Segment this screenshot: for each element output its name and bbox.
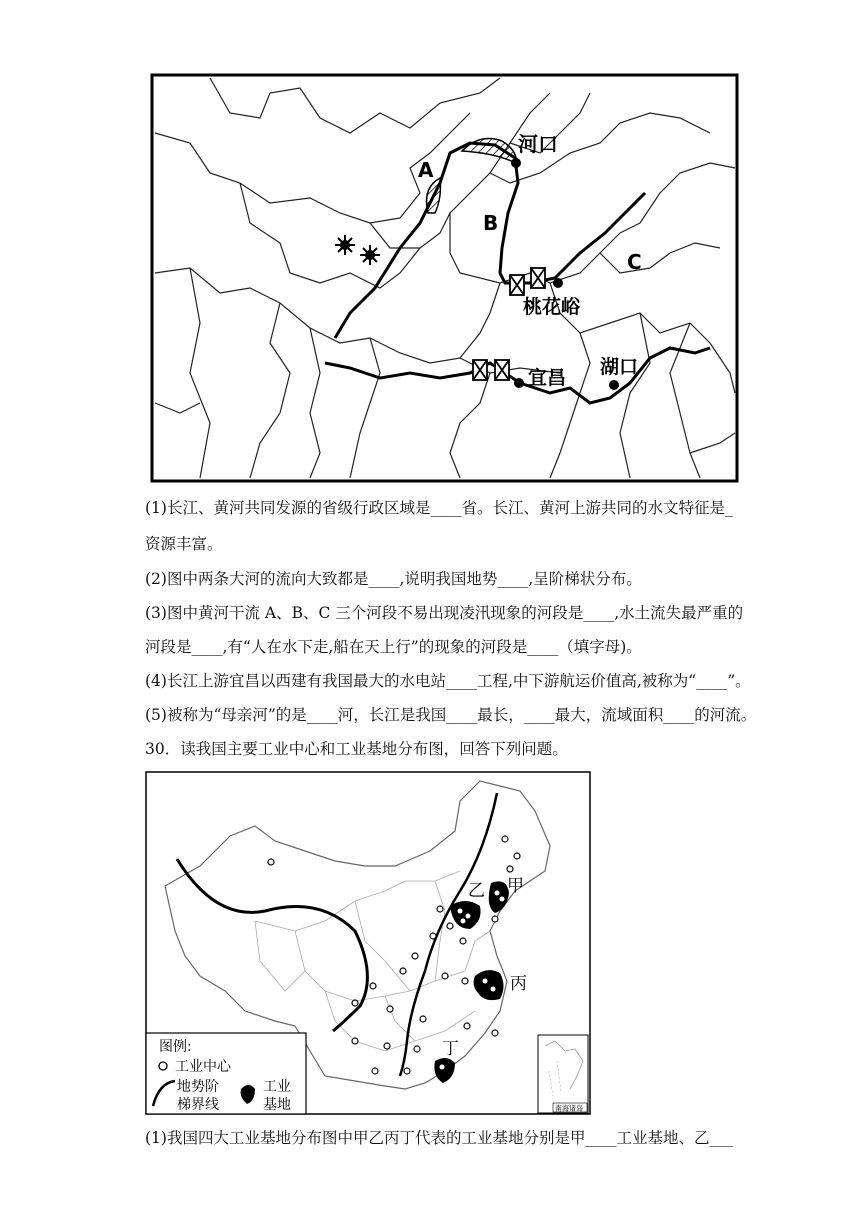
inset-label: 南海诸岛 <box>555 1104 583 1113</box>
question-1-line1: (1)长江、黄河共同发源的省级行政区域是____省。长江、黄河上游共同的水文特征是_ <box>145 499 733 517</box>
legend-boundary-line2: 梯界线 <box>177 1097 219 1113</box>
label-hukou: 湖口 <box>600 356 639 378</box>
label-taohuayu: 桃花峪 <box>523 296 581 318</box>
legend-title: 图例: <box>159 1039 192 1055</box>
label-a: A <box>418 158 434 182</box>
label-c: C <box>627 250 642 274</box>
point-hekou <box>511 158 521 168</box>
question-5: (5)被称为“母亲河”的是____河，长江是我国____最长，____最大，流域面积____的河流。 <box>145 706 757 724</box>
source-symbol <box>335 235 355 255</box>
point-hukou <box>609 380 619 390</box>
south-china-sea-inset <box>538 1035 588 1113</box>
label-yichang: 宜昌 <box>528 367 567 389</box>
map-legend <box>146 1033 306 1114</box>
question-3-line2: 河段是____,有“人在水下走,船在天上行”的现象的河段是____（填字母)。 <box>145 638 642 656</box>
legend-boundary-line1: 地势阶 <box>177 1079 219 1095</box>
legend-center-icon <box>159 1062 167 1070</box>
label-bing: 丙 <box>510 974 527 994</box>
point-yichang <box>514 378 524 388</box>
legend-base-line2: 基地 <box>263 1097 291 1113</box>
legend-center: 工业中心 <box>175 1059 231 1075</box>
river-map <box>150 73 739 483</box>
label-jia: 甲 <box>507 876 524 896</box>
label-ding: 丁 <box>442 1039 459 1059</box>
question-3-line1: (3)图中黄河干流 A、B、C 三个河段不易出现凌汛现象的河段是____,水土流失最严重的 <box>145 604 744 622</box>
question-4: (4)长江上游宜昌以西建有我国最大的水电站____工程,中下游航运价值高,被称为“____”。 <box>145 672 751 690</box>
question-30-1: (1)我国四大工业基地分布图中甲乙丙丁代表的工业基地分别是甲____工业基地、乙___ <box>145 1129 733 1147</box>
map-frame <box>152 75 737 481</box>
label-yi: 乙 <box>468 881 485 901</box>
source-symbol <box>360 245 380 265</box>
label-hekou: 河口 <box>518 132 558 156</box>
point-taohuayu <box>553 278 563 288</box>
question-1-line2: 资源丰富。 <box>145 535 223 553</box>
question-30: 30．读我国主要工业中心和工业基地分布图，回答下列问题。 <box>145 740 568 758</box>
industry-map <box>145 771 591 1115</box>
legend-base-line1: 工业 <box>263 1079 291 1095</box>
label-b: B <box>483 211 499 235</box>
question-2: (2)图中两条大河的流向大致都是____,说明我国地势____,呈阶梯状分布。 <box>145 570 642 588</box>
